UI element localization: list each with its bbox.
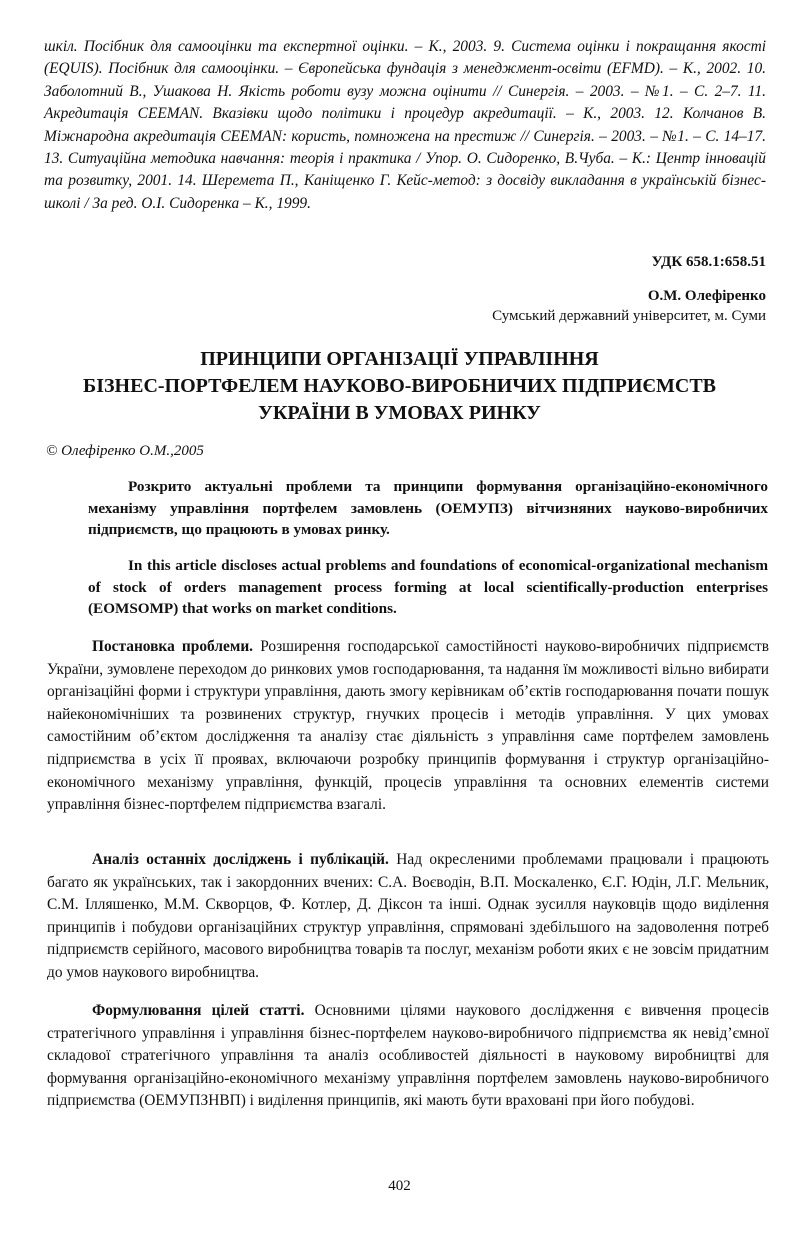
copyright-notice: © Олефіренко О.М.,2005: [46, 443, 204, 459]
section-text: Над окресленими проблемами працювали і працюють багато як українських, так і закордонних вчених: С.А. Воєводін, В.П. Москаленко, Є.Г. Юдін, Л.Г. Мельник, С.М. Ілляшенко, М.М. Скворцов, Ф. Котлер, Д. Діксон та інші. Однак зусилля науковців щодо виділення принципів і побудови організаційних структур управління, спрямовані здебільшого на задоволення потреб підприємств серійного, масового виробництва товарів та послуг, механізм роботи яких є не зовсім придатним до умов наукового виробництва.: [47, 851, 769, 981]
udk-code: УДК 658.1:658.51: [651, 254, 766, 270]
title-line: БІЗНЕС-ПОРТФЕЛЕМ НАУКОВО-ВИРОБНИЧИХ ПІДПРИЄМСТВ: [82, 375, 716, 397]
references-continuation: шкіл. Посібник для самооцінки та експертної оцінки. – К., 2003. 9. Система оцінки і покращання якості (EQUIS). Посібник для самооцінки. – Європейська фундація з менеджмент-освіти (EFMD). – К., 2002. 10. Заболотний В., Ушакова Н. Якість роботи вузу можна оцінити // Синергія. – 2003. – №1. – С. 2–7. 11. Акредитація CEEMAN. Вказівки щодо політики і процедур акредитації. – К., 2003. 12. Колчанов В. Міжнародна акредитація CEEMAN: користь, помножена на престиж // Синергія. – 2003. – №1. – С. 14–17. 13. Ситуаційна методика навчання: теорія і практика / Упор. О. Сидоренко, В.Чуба. – К.: Центр інновацій та розвитку, 2001. 14. Шеремета П., Каніщенко Г. Кейс-метод: з досвіду викладання в українській бізнес-школі / За ред. О.І. Сидоренка – К., 1999.: [44, 38, 766, 212]
section-article-goals: [47, 1000, 769, 1113]
section-text: Основними цілями наукового дослідження є вивчення процесів стратегічного управління і управління бізнес-портфелем науково-виробничого підприємства як невід’ємної складової стратегічного управління та аналіз особливостей діяльності в науковому виробництві для формування організаційно-економічного механізму управління портфелем замовлень науково-виробничого підприємства (ОЕМУПЗНВП) і виділення принципів, які мають бути враховані при його побудові.: [47, 1002, 769, 1110]
page-number: 402: [388, 1178, 411, 1194]
article-title: [40, 346, 759, 427]
section-problem-statement: [47, 636, 769, 817]
title-line: ПРИНЦИПИ ОРГАНІЗАЦІЇ УПРАВЛІННЯ: [200, 348, 599, 370]
abstract-english: In this article discloses actual problems and foundations of economical-organizational mechanism of stock of orders management process forming at local scientifically-production enterprises (EOMSOMP) that works on market conditions.: [88, 557, 768, 617]
author-affiliation: Сумський державний університет, м. Суми: [492, 308, 766, 324]
author-name: О.М. Олефіренко: [647, 288, 766, 304]
section-heading: Формулювання цілей статті.: [92, 1002, 305, 1019]
section-heading: Аналіз останніх досліджень і публікацій.: [92, 851, 389, 868]
abstract-ukrainian: Розкрито актуальні проблеми та принципи формування організаційно-економічного механізму управління портфелем замовлень (ОЕМУПЗ) вітчизняних науково-виробничих підприємств, що працюють в умовах ринку.: [88, 478, 768, 538]
section-literature-review: [47, 849, 769, 985]
title-line: УКРАЇНИ В УМОВАХ РИНКУ: [258, 402, 541, 424]
section-text: Розширення господарської самостійності науково-виробничих підприємств України, зумовлене переходом до ринкових умов господарювання, та надання їм можливості вільно вибирати організаційні форми і структури управління, дають змогу керівникам об’єктів господарювання почати пошук найекономічніших та розвинених структур, гнучких процесів і методів управління. У цих умовах самостійним об’єктом дослідження та аналізу стає діяльність з управління саме портфелем замовлень підприємства в усіх її проявах, включаючи розробку принципів формування і структур організаційно-економічного механізму управління, функцій, процесів управління та основних елементів системи управління бізнес-портфелем підприємства взагалі.: [47, 638, 769, 814]
section-heading: Постановка проблеми.: [92, 638, 254, 655]
